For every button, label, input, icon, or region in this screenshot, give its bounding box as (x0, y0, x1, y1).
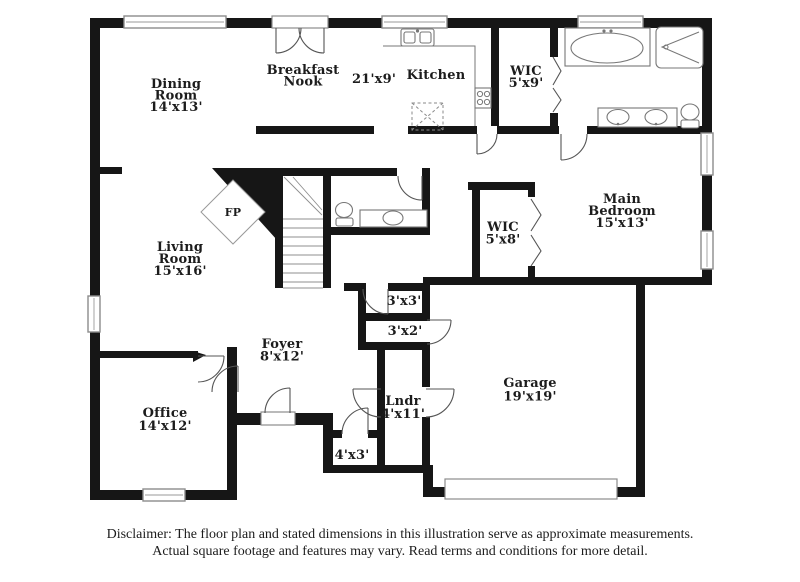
wall-wic-lower-left (472, 182, 480, 281)
room-label-garage (503, 376, 556, 405)
label-line: 14'x13' (149, 100, 203, 115)
closet-3x3-door (363, 289, 388, 314)
label-closet-3x3: 3'x3' (386, 294, 422, 309)
threshold-front-door (261, 412, 295, 425)
bathtub-basin (571, 33, 643, 63)
wall-wic-lower-top (468, 182, 535, 190)
closet-3x2-door (427, 320, 451, 344)
wall-garage-left-c (422, 417, 430, 473)
wall-left (90, 18, 100, 500)
label-line: Lndr (385, 394, 421, 409)
label-line: 4'x11' (380, 407, 426, 422)
toilet-main-tank (681, 120, 699, 128)
threshold-nook-doors (272, 16, 328, 28)
toilet-main-bowl (681, 104, 699, 120)
vanity-faucet-left (617, 123, 620, 126)
nook-french-door-right (299, 28, 324, 53)
room-label-dining (149, 77, 202, 115)
wall-laundry-top (358, 342, 430, 350)
room-label-living (153, 240, 206, 279)
label-line: Foyer (261, 337, 303, 352)
wall-garage-left-a (422, 283, 430, 318)
label-line: 14'x12' (138, 419, 192, 434)
wall-wic-upper-right-b (550, 113, 558, 126)
label-line: Living (156, 240, 204, 255)
label-line: WIC (510, 64, 542, 79)
disclaimer (107, 527, 694, 559)
kitchen-hall-door (477, 134, 497, 154)
room-label-main-bedroom (588, 192, 656, 231)
label-line: 15'x13' (595, 216, 649, 231)
label-closet-3x2: 3'x2' (387, 324, 423, 339)
room-label-kitchen: Kitchen (406, 68, 466, 83)
label-line: Breakfast (266, 63, 340, 78)
main-bath-fixtures (565, 27, 703, 128)
wall-kitchen-lower-right (497, 126, 559, 134)
label-kitchen-dims: 21'x9' (351, 72, 397, 87)
label-line: Office (142, 406, 188, 421)
wall-closet4x3-top-left (333, 430, 342, 438)
wall-stair-bath-top (277, 168, 397, 176)
wall-wic-lower-right-a (528, 182, 535, 197)
wall-stair-right (323, 168, 331, 288)
label-line: 8'x12' (259, 349, 305, 365)
wic-lower-bifold-doors (531, 199, 541, 266)
room-label-wic-upper (509, 64, 544, 91)
wic-upper-bifold-doors (553, 57, 561, 112)
room-labels (138, 63, 656, 463)
room-label-wic-lower (486, 220, 521, 248)
nook-french-door-left (276, 28, 301, 53)
bathtub-faucet (609, 29, 612, 32)
label-line: Room (154, 88, 198, 104)
wall-nook-lower (256, 126, 374, 134)
kitchen-counter (383, 46, 475, 126)
label-line: Nook (283, 74, 323, 90)
label-line: Garage (503, 376, 557, 391)
bathtub-faucet (602, 29, 605, 32)
half-bath-sink (383, 211, 403, 225)
garage-door (445, 479, 617, 499)
label-line: 15'x16' (153, 264, 207, 279)
label-line: 19'x19' (503, 389, 557, 405)
laundry-door-left (353, 389, 381, 417)
wall-kitchen-right (491, 28, 499, 126)
wall-closet4x3-top-right (368, 430, 377, 438)
half-bath-door (398, 176, 422, 200)
stair-direction-lines (284, 177, 322, 215)
label-line: WIC (487, 220, 519, 235)
label-closet-4x3: 4'x3' (334, 448, 370, 463)
half-bath-fixtures (336, 203, 428, 228)
disclaimer-line-2: Actual square footage and features may vary. Read terms and conditions for more detail. (152, 544, 648, 559)
toilet-half-bowl (336, 203, 353, 218)
wall-bedroom-garage-divider (423, 277, 712, 285)
label-line: Main (602, 192, 642, 207)
wall-office-top (98, 351, 198, 358)
stove (475, 88, 491, 108)
staircase (283, 177, 323, 288)
label-line: 5'x9' (508, 76, 544, 91)
label-fireplace: FP (224, 206, 242, 219)
vanity-sink-right (645, 110, 667, 125)
wall-garage-right (636, 285, 645, 497)
vanity-sink-left (607, 110, 629, 125)
wall-wic-lower-right-b (528, 266, 535, 281)
room-label-office (138, 406, 191, 434)
disclaimer-line-1: Disclaimer: The floor plan and stated dimensions in this illustration serve as approximate measurements. (106, 527, 694, 542)
kitchen-sink-bowl-right (420, 32, 431, 43)
wall-wic-upper-right-a (550, 28, 558, 57)
toilet-half-tank (336, 218, 353, 226)
label-line: Bedroom (588, 204, 656, 219)
wall-halfbath-bottom (330, 227, 430, 235)
label-line: Dining (150, 77, 202, 92)
room-label-foyer (260, 337, 304, 365)
room-label-laundry (381, 394, 425, 422)
wall-living-stub (90, 167, 122, 174)
office-double-door-a (198, 356, 224, 382)
kitchen-sink-bowl-left (404, 32, 415, 43)
label-line: Room (158, 252, 202, 267)
main-bath-door (561, 134, 587, 160)
vanity-faucet-right (655, 123, 658, 126)
room-label-breakfast-nook (267, 63, 340, 90)
laundry-door-garage (426, 389, 454, 417)
kitchen-faucet (416, 29, 419, 32)
front-door (265, 388, 290, 413)
wall-garage-left-b (422, 342, 430, 387)
kitchen-island-cross (412, 103, 443, 130)
label-line: 5'x8' (485, 232, 521, 248)
wall-closet-divider (358, 313, 430, 321)
